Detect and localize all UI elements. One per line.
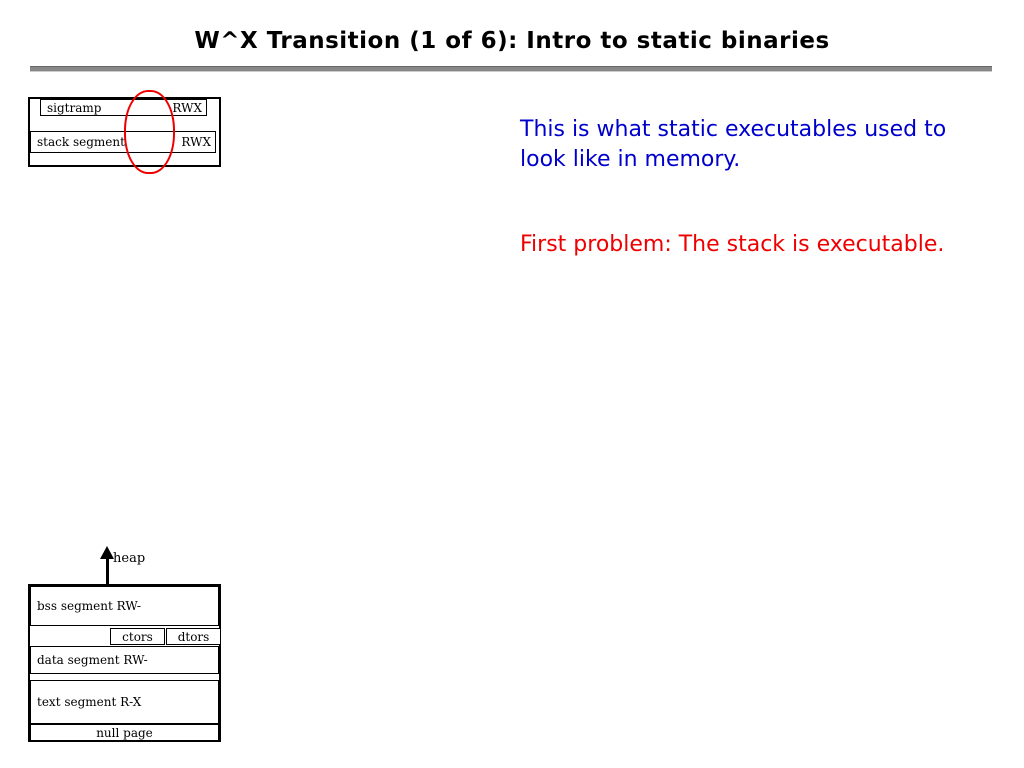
heap-arrow-head-icon <box>100 546 114 559</box>
memory-row-label: sigtramp <box>47 100 102 115</box>
red-ellipse-highlight-icon <box>124 90 175 174</box>
memory-row-bss-segment <box>30 586 219 626</box>
memory-row-permissions: RWX <box>172 100 202 115</box>
memory-row-text-segment <box>30 680 219 724</box>
memory-row-permissions: RWX <box>181 135 211 149</box>
memory-row-dtors <box>166 628 221 645</box>
memory-row-label: null page <box>96 725 153 740</box>
page-title: W^X Transition (1 of 6): Intro to static binaries <box>194 28 830 54</box>
memory-row-null-page <box>30 724 219 741</box>
title-divider <box>30 66 992 72</box>
note-red: First problem: The stack is executable. <box>520 232 945 257</box>
memory-row-label: text segment R-X <box>37 695 142 709</box>
memory-row-stack-segment <box>30 131 216 153</box>
memory-row-sigtramp <box>40 99 207 116</box>
memory-row-label: ctors <box>122 629 153 644</box>
heap-label: heap <box>113 551 146 566</box>
note-blue: This is what static executables used to look like in memory. <box>520 117 947 172</box>
memory-row-label: dtors <box>177 629 210 644</box>
memory-row-label: stack segment <box>37 135 125 149</box>
memory-row-label: bss segment RW- <box>37 599 141 613</box>
memory-row-ctors <box>110 628 165 645</box>
memory-row-data-segment <box>30 646 219 674</box>
memory-row-label: data segment RW- <box>37 653 148 667</box>
